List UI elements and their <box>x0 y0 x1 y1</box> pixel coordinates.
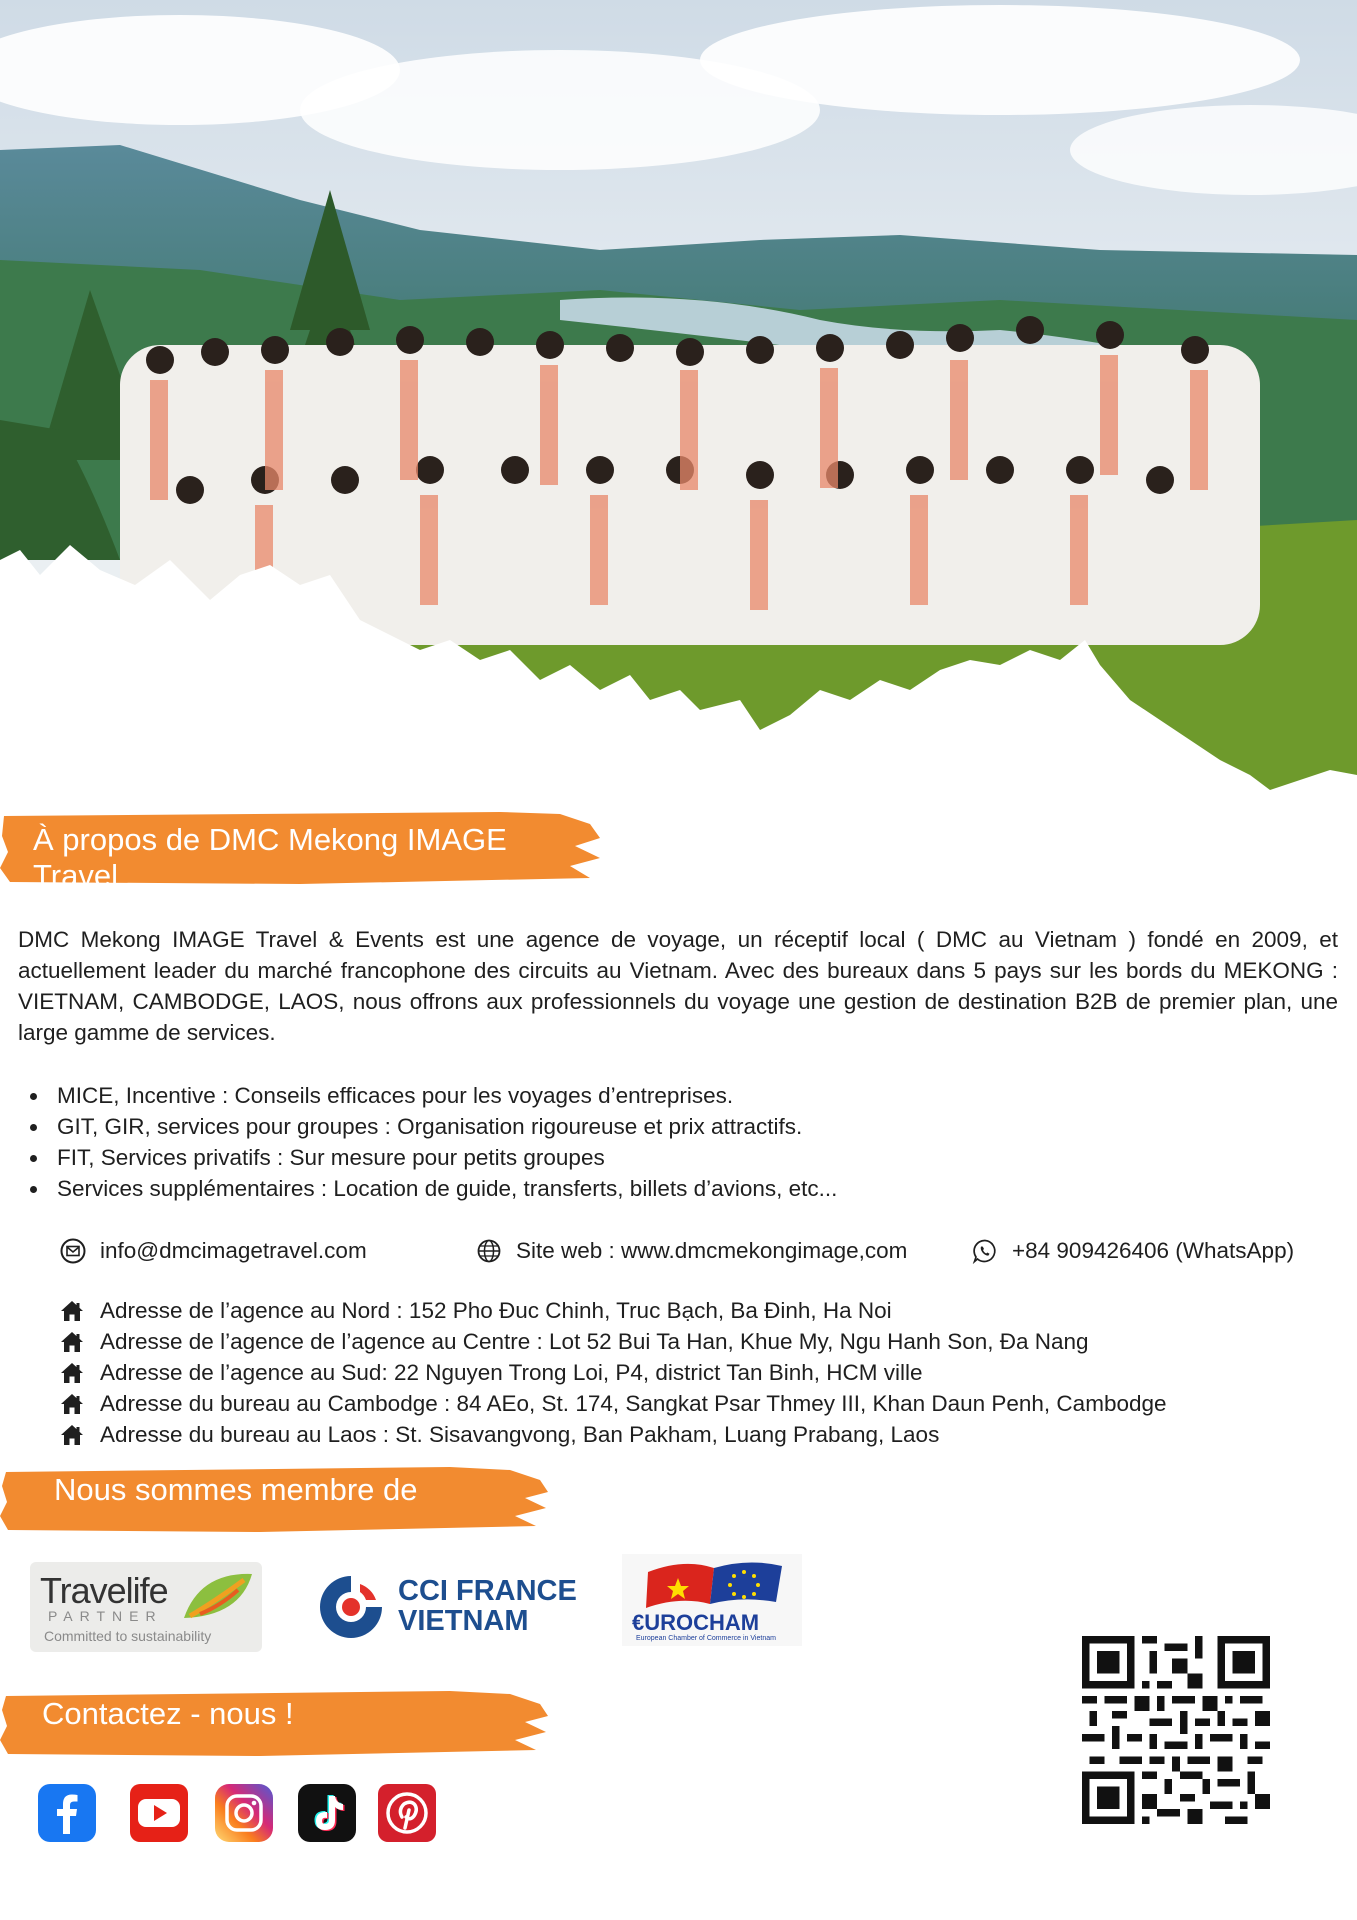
list-item: FIT, Services privatifs : Sur mesure pour petits groupes <box>18 1142 1318 1173</box>
website-text[interactable]: Site web : www.dmcmekongimage,com <box>516 1238 908 1263</box>
tiktok-icon[interactable] <box>298 1784 356 1842</box>
bullet-icon <box>30 1186 37 1193</box>
list-item: Adresse du bureau au Laos : St. Sisavangvong, Ban Pakham, Luang Prabang, Laos <box>60 1419 1167 1450</box>
list-item: GIT, GIR, services pour groupes : Organisation rigoureuse et prix attractifs. <box>18 1111 1318 1142</box>
qr-code-icon[interactable] <box>1082 1636 1270 1824</box>
contact-banner <box>0 1686 550 1758</box>
list-item: Adresse de l’agence de l’agence au Centre : Lot 52 Bui Ta Han, Khue My, Ngu Hanh Son, Đa Nang <box>60 1326 1167 1357</box>
member-heading: Nous sommes membre de <box>54 1472 418 1507</box>
contact-email[interactable] <box>60 1236 367 1266</box>
pinterest-icon[interactable] <box>378 1784 436 1842</box>
home-icon <box>60 1300 84 1322</box>
contact-phone[interactable] <box>972 1236 1294 1266</box>
travelife-logo: Travelife PARTNER Committed to sustainability <box>30 1562 262 1652</box>
hero-photo <box>0 0 1357 800</box>
home-icon <box>60 1362 84 1384</box>
whatsapp-icon <box>972 1238 998 1264</box>
phone-text[interactable]: +84 909426406 (WhatsApp) <box>1012 1238 1295 1263</box>
bullet-icon <box>30 1155 37 1162</box>
mail-icon <box>60 1238 86 1264</box>
email-text[interactable]: info@dmcimagetravel.com <box>100 1238 367 1263</box>
cci-france-logo: CCI FRANCE VIETNAM <box>312 1566 572 1646</box>
member-banner <box>0 1462 550 1534</box>
about-banner <box>0 808 610 893</box>
flags-icon <box>644 1558 784 1610</box>
list-item: Adresse de l’agence au Nord : 152 Pho Đuc Chinh, Truc Bạch, Ba Đinh, Ha Noi <box>60 1295 1167 1326</box>
about-heading: À propos de DMC Mekong IMAGE Travel <box>33 822 507 893</box>
cci-emblem-icon <box>316 1572 386 1642</box>
facebook-icon[interactable] <box>38 1784 96 1842</box>
contact-website[interactable] <box>476 1236 907 1266</box>
youtube-icon[interactable] <box>130 1784 188 1842</box>
list-item: Adresse du bureau au Cambodge : 84 AEo, St. 174, Sangkat Psar Thmey III, Khan Daun Penh, Cambodge <box>60 1388 1167 1419</box>
list-item: MICE, Incentive : Conseils efficaces pour les voyages d’entreprises. <box>18 1080 1318 1111</box>
eurocham-logo: €UROCHAM European Chamber of Commerce in Vietnam <box>622 1554 802 1646</box>
leaf-icon <box>180 1568 256 1624</box>
home-icon <box>60 1393 84 1415</box>
services-list <box>18 1080 1318 1204</box>
address-list <box>60 1295 1167 1450</box>
about-intro: DMC Mekong IMAGE Travel & Events est une agence de voyage, un réceptif local ( DMC au Vietnam ) fondé en 2009, et actuellement leader du marché francophone des circuits au Vietnam. Avec des bureaux dans 5 pays sur les bords du MEKONG : VIETNAM, CAMBODGE, LAOS, nous offrons aux professionnels du voyage une gestion de destination B2B de premier plan, une large gamme de services. <box>18 927 1338 1045</box>
home-icon <box>60 1424 84 1446</box>
home-icon <box>60 1331 84 1353</box>
bullet-icon <box>30 1093 37 1100</box>
list-item: Adresse de l’agence au Sud: 22 Nguyen Trong Loi, P4, district Tan Binh, HCM ville <box>60 1357 1167 1388</box>
instagram-icon[interactable] <box>215 1784 273 1842</box>
contact-heading: Contactez - nous ! <box>42 1696 294 1731</box>
globe-icon <box>476 1238 502 1264</box>
bullet-icon <box>30 1124 37 1131</box>
list-item: Services supplémentaires : Location de guide, transferts, billets d’avions, etc... <box>18 1173 1318 1204</box>
